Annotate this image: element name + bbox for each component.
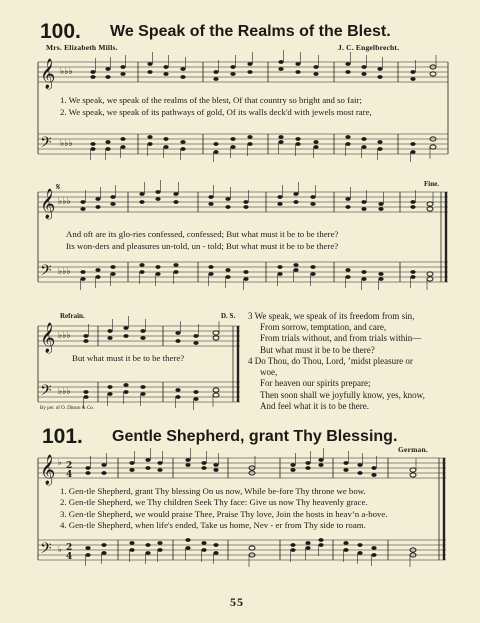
verse-4-line-1: 4 Do Thou, do Thou, Lord, ’midst pleasure or: [248, 356, 413, 366]
svg-text:𝄞: 𝄞: [40, 455, 56, 485]
refrain-label: Refrain.: [60, 312, 85, 320]
svg-text:𝄞: 𝄞: [40, 189, 56, 219]
svg-text:♭♭♭: ♭♭♭: [60, 139, 73, 149]
hymn-100-line1-verse2: 2. We speak, we speak of its pathways of gold, Of its walls deck'd with jewels most rare,: [60, 107, 372, 117]
hymn-100-title: We Speak of the Realms of the Blest.: [110, 23, 391, 40]
page-number: 55: [230, 595, 244, 609]
refrain-lyric: But what must it be to be there?: [72, 353, 185, 363]
svg-text:4: 4: [66, 470, 73, 480]
hymn-100-verse-4: [248, 356, 425, 412]
svg-text:♭: ♭: [58, 458, 62, 467]
hymn-101-verse-1: 1. Gen-tle Shepherd, grant Thy blessing On us now, While be-fore Thy throne we bow.: [60, 486, 366, 496]
svg-text:4: 4: [66, 552, 73, 562]
verse-3-line-4: But what must it be to be there?: [260, 344, 375, 355]
svg-text:𝄢: 𝄢: [40, 540, 52, 561]
svg-text:♭: ♭: [58, 545, 62, 554]
verse-4-line-4: Then soon shall we joyfully know, yes, know,: [260, 389, 425, 400]
verse-3-line-1: 3 We speak, we speak of its freedom from sin,: [248, 311, 415, 321]
hymn-100-line2-verse2: Its won-ders and pleasures un-told, un - told; But what must it be to be there?: [66, 241, 339, 251]
svg-text:𝄞: 𝄞: [40, 59, 56, 89]
svg-text:2: 2: [66, 543, 73, 553]
hymn-100-number: 100.: [40, 20, 81, 43]
svg-text:𝄢: 𝄢: [40, 262, 52, 283]
svg-text:𝄞: 𝄞: [40, 323, 56, 353]
ds-marking: D. S.: [221, 312, 236, 320]
verse-3-line-3: From trials without, and from trials within—: [260, 333, 422, 344]
hymn-100-line1-verse1: 1. We speak, we speak of the realms of the blest, Of that country so bright and so fair;: [60, 95, 362, 105]
verse-4-line-3: For heaven our spirits prepare;: [260, 378, 371, 389]
hymn-101-title: Gentle Shepherd, grant Thy Blessing.: [112, 428, 398, 445]
permission-note: By per. of O. Ditson & Co.: [40, 406, 95, 411]
fine-marking: Fine.: [424, 180, 439, 188]
verse-4-line-5: And feel what it is to be there.: [260, 400, 369, 411]
svg-text:𝄢: 𝄢: [40, 134, 52, 155]
svg-text:♭♭♭: ♭♭♭: [58, 331, 71, 341]
svg-text:𝄢: 𝄢: [40, 382, 52, 403]
svg-text:𝄋: 𝄋: [56, 182, 61, 193]
svg-text:♭♭♭: ♭♭♭: [60, 67, 73, 77]
svg-text:♭♭♭: ♭♭♭: [58, 197, 71, 207]
hymn-100-line2-verse1: And oft are its glo-ries confessed, confessed; But what must it be to be there?: [66, 229, 339, 239]
hymn-101-verse-3: 3. Gen-tle Shepherd, we would praise Thee, Praise Thy love, Join the hosts in heav’n a-bove.: [60, 508, 388, 519]
verse-4-line-2: woe,: [260, 367, 278, 378]
hymn-100-composer: J. C. Engelbrecht.: [338, 43, 400, 52]
hymn-100-author: Mrs. Elizabeth Mills.: [46, 43, 118, 52]
hymn-101-verses: [60, 486, 388, 531]
svg-text:♭♭♭: ♭♭♭: [58, 387, 71, 397]
hymn-101-composer: German.: [398, 445, 428, 454]
hymn-100-verse-3: [248, 311, 421, 356]
verse-3-line-2: From sorrow, temptation, and care,: [260, 322, 387, 333]
hymn-101-verse-4: 4. Gen-tle Shepherd, when life's ended, Take us home, Nev - er from Thy side to roam.: [60, 519, 366, 530]
hymn-101-verse-2: 2. Gen-tle Shepherd, we Thy children Seek Thy face: Give us now Thy heavenly grace.: [60, 497, 368, 508]
svg-text:2: 2: [66, 461, 73, 471]
svg-text:♭♭♭: ♭♭♭: [58, 267, 71, 277]
hymn-101-number: 101.: [42, 425, 83, 448]
